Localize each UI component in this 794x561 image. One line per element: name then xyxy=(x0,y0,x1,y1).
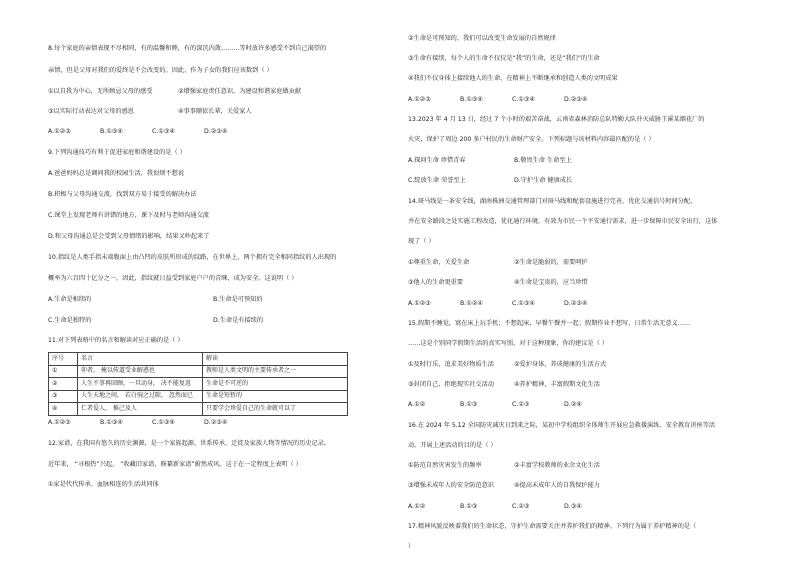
q11-answers xyxy=(48,420,256,426)
table-cell: 人生不事再回顾，一旦动身， 决不能复返 xyxy=(78,378,203,391)
q16-option-4: ④提高未成年人的自我保护能力 xyxy=(514,482,600,489)
q16-option-2: ②丰富学校教师的业余文化生活 xyxy=(514,462,600,469)
q16-answer-a: A.①② xyxy=(408,503,426,510)
table-cell: ④ xyxy=(49,403,78,416)
q12-option-2: ②生命是可预知的，我们可以改变生命发展的自然规律 xyxy=(408,35,556,42)
q16-answer-d: D.③④ xyxy=(564,503,582,510)
q15-option-1: ①及时行乐，追求美好物质生活 xyxy=(408,361,494,368)
q11-table xyxy=(48,352,348,416)
table-cell: ② xyxy=(49,378,78,391)
table-header-cell: 序号 xyxy=(49,353,78,366)
q16-stem-line1: 16.在 2024 年 5.12 全国防灾减灾日到来之际，某初中学校组织全体师生开展应急救援演练、安全教育讲座等活 xyxy=(408,422,716,429)
q8-answer-a: A.①②③ xyxy=(48,128,71,135)
q14-answer-a: A.①②③ xyxy=(408,300,431,307)
q13-options-row1 xyxy=(408,158,620,164)
q12-option-4: ④我们不仅身体上接续他人的生命，在精神上不断继承和创造人类的文明成果 xyxy=(408,75,618,82)
q14-answer-b: B.①②④ xyxy=(460,300,483,307)
q16-option-3: ③增强未成年人的安全防范意识 xyxy=(408,482,494,489)
q15-stem-line1: 15.假期不睡觉，窝在床上玩手机；不想起床，早餐午餐并一起；假期作业不想写，日常生活无意义…… xyxy=(408,320,691,327)
q14-option-3: ③他人的生命更重要 xyxy=(408,279,464,286)
table-cell: 教师是人类文明的主要传承者之一 xyxy=(203,365,348,378)
table-cell: 仁者爱人， 推己及人 xyxy=(78,403,203,416)
q16-answers xyxy=(408,504,616,510)
q15-answer-d: D.②④ xyxy=(564,401,582,408)
q9-option-a: A.爸爸妈妈总是调问我的校园生活，我很烦不想说 xyxy=(48,170,185,177)
q14-stem-line2: 并在安全路段之处实施工程改造，优化通行环境，有效为市民一个平安通行需求，进一步保障市民安全出行，这体 xyxy=(408,218,718,225)
q15-answers xyxy=(408,402,616,408)
q14-answer-d: D.②③④ xyxy=(564,300,588,307)
q8-option-1: ①以自我为中心，无所顾忌父母的感受 xyxy=(48,88,153,95)
q9-stem: 9.下列沟通技巧有利于促进家庭和谐建设的是（ ） xyxy=(48,149,186,156)
q13-option-c: C.绽放生命 荣誉至上 xyxy=(408,177,466,184)
q14-option-1: ①尊重生命，关爱生命 xyxy=(408,259,470,266)
table-cell: 生命是不可逆的 xyxy=(203,378,348,391)
table-cell: 生命是短暂的 xyxy=(203,390,348,403)
q16-answer-c: C.②③ xyxy=(512,503,530,510)
q16-answer-b: B.①③ xyxy=(460,503,478,510)
q14-answer-c: C.①③④ xyxy=(512,300,535,307)
q13-option-d: D.守护生命 健康成长 xyxy=(514,177,573,184)
table-header-cell: 解读 xyxy=(203,353,348,366)
q14-answers xyxy=(408,301,616,307)
q10-stem-line2: 概率为六百四十亿分之一。因此，指纹就日益受到家庭户户的青睐，成为安全。这说明（ ） xyxy=(48,275,298,282)
table-row xyxy=(49,390,348,403)
q8-answer-d: D.②③④ xyxy=(204,128,228,135)
table-row xyxy=(49,403,348,416)
table-header-cell: 名言 xyxy=(78,353,203,366)
q17-stem-line2: ） xyxy=(408,543,415,550)
table-row xyxy=(49,378,348,391)
q14-option-4: ④生命是宝贵的，应当珍惜 xyxy=(514,279,588,286)
q14-stem-line3: 现了（ ） xyxy=(408,238,435,245)
q8-answers xyxy=(48,129,256,135)
q9-option-b: B.积极与父母沟通交流，找到双方易于接受的解决办法 xyxy=(48,191,197,198)
table-header-row xyxy=(49,353,348,366)
q12-answers xyxy=(408,97,616,103)
q15-answer-c: C.②③ xyxy=(512,401,530,408)
q10-stem-line1: 10.指纹是人类手指末端腹面上由凸凹的皮肤所形成的纹路，在世界上，两个拥有完全相同指纹的人出现的 xyxy=(48,254,337,261)
q12-answer-c: C.①③④ xyxy=(512,96,535,103)
q8-stem-line1: 8.每个家庭的亲情表现不尽相同，有的温馨和睦，有的深沉内敛………等时放许多感受不到自己渴望的 xyxy=(48,45,327,52)
q8-option-4: ④事事顺依长辈，关爱家人 xyxy=(178,108,252,115)
q10-option-b: B.生命是可预知的 xyxy=(213,296,263,303)
q14-options-row2 xyxy=(408,280,620,286)
q13-option-a: A.探问生命 珍惜青春 xyxy=(408,157,466,164)
q10-option-d: D.生命是有接续的 xyxy=(213,317,264,324)
q12-answer-a: A.①②③ xyxy=(408,96,431,103)
q13-stem-line2: 火灾，保护了周边 200 多户村民的生命财产安全。下列标题与该材料内容最匹配的是（ ） xyxy=(408,136,655,143)
q15-stem-line2: ……这是个别同学假期生活的真实写照，对于这种现象，你的建议是（ ） xyxy=(408,340,608,347)
q12-option-1: ①家是代代传承、血脉相连的生活共同体 xyxy=(48,481,159,488)
q10-option-a: A.生命是相续的 xyxy=(48,296,92,303)
q9-option-c: C.课堂上发现老师有讲错的地方，课下及时与老师沟通交流 xyxy=(48,212,209,219)
q12-answer-b: B.①③④ xyxy=(460,96,483,103)
q14-options-row1 xyxy=(408,260,620,266)
q15-answer-b: B.①③ xyxy=(460,401,478,408)
q8-option-2: ②增强家庭责任意识，为建设和谐家庭做贡献 xyxy=(178,88,302,95)
q12-answer-d: D.②③④ xyxy=(564,96,588,103)
q12-stem-line1: 12.家谱，在我国有悠久的历史渊源，是一个家族起源，世系传承、迁徙及家族人物等情况的历史记录。 xyxy=(48,440,331,447)
q11-answer-d: D.②③④ xyxy=(204,419,228,426)
q11-answer-c: C.①③④ xyxy=(152,419,175,426)
q15-options-row2 xyxy=(408,382,620,388)
q10-option-c: C.生命是独特的 xyxy=(48,317,92,324)
q12-stem-line2: 近年来， “寻根热”兴起， “收藏旧家谱，修纂新家谱”蔚然成风。这于在一定程度上表明（ ） xyxy=(48,461,302,468)
table-row xyxy=(49,365,348,378)
table-cell: 人生天地之间， 若白驹之过隙， 忽然而已 xyxy=(78,390,203,403)
table-cell: 卯者， 掩以传道受业解惑也 xyxy=(78,365,203,378)
q17-stem-line1: 17.精神风貌反映着我们的生命状态，守护生命需要关注并养护我们的精神。下列行为属于养护精神的是（ xyxy=(408,523,697,530)
q10-options-row2 xyxy=(48,318,378,324)
q8-stem-line2: 亲情，但是父母对我们的爱终是不会改变的。因此，作为子女的我们应该数到（ ） xyxy=(48,67,273,74)
q15-option-3: ③封闭自己，拒绝现实社交活动 xyxy=(408,381,494,388)
q16-stem-line2: 动。开展上述活动的目的是（ ） xyxy=(408,442,497,449)
q9-option-d: D.和父母沟通总是会受到父母情绪的影响，结果又吵起来了 xyxy=(48,233,210,240)
q11-answer-b: B.①③④ xyxy=(100,419,123,426)
q13-option-b: B.敬畏生命 生命至上 xyxy=(514,157,572,164)
q15-option-2: ②爱护身体，养成健康的生活方式 xyxy=(514,361,607,368)
q11-stem: 11.对下列表格中的名言和解读对应正确的是（ ） xyxy=(48,337,184,344)
q14-option-2: ②生命是脆弱的，需要呵护 xyxy=(514,259,588,266)
table-cell: 只要学会珍爱自己的生命就可以了 xyxy=(203,403,348,416)
q12-option-3: ③生命有接续，每个人的生命不仅仅是“我”的生命，还是“我们”的生命 xyxy=(408,55,600,62)
q14-stem-line1: 14.斑马线是一条安全线，湖南株洲交通管理部门对斑马线和配套设施进行完善，优化交通信号时间分配， xyxy=(408,198,697,205)
q13-options-row2 xyxy=(408,178,620,184)
q8-option-3: ③以实际行动表达对父母的感恩 xyxy=(48,108,134,115)
q15-options-row1 xyxy=(408,362,620,368)
table-cell: ③ xyxy=(49,390,78,403)
q16-options-row2 xyxy=(408,483,620,489)
q15-option-4: ④养护精神，丰富假期文化生活 xyxy=(514,381,600,388)
q8-answer-b: B.①③④ xyxy=(100,128,123,135)
q11-answer-a: A.①②③ xyxy=(48,419,71,426)
q10-options-row1 xyxy=(48,297,378,303)
table-cell: ① xyxy=(49,365,78,378)
q8-answer-c: C.①③④ xyxy=(152,128,175,135)
q16-option-1: ①防范自然灾害发生的频率 xyxy=(408,462,482,469)
q13-stem-line1: 13.2023 年 4 月 13 日，经过 7 个小时的艰苦奋战，云南省森林消防总队特勤大队扑灭威胁王溪某烟花厂的 xyxy=(408,116,705,123)
q16-options-row1 xyxy=(408,463,620,469)
q15-answer-a: A.①② xyxy=(408,401,426,408)
